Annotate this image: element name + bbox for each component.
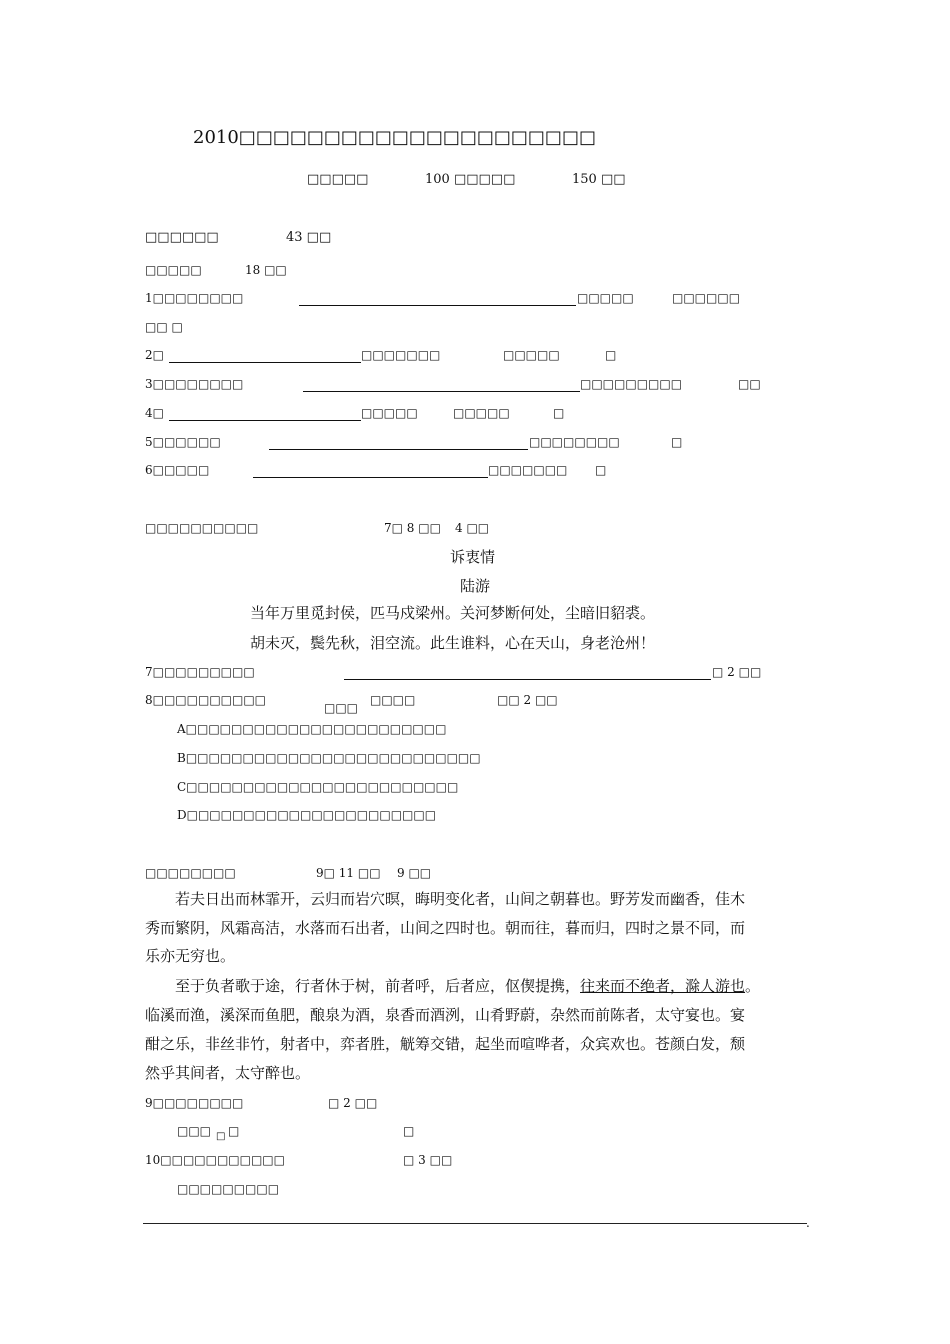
q4-prefix: 4□ [145,406,164,420]
q6-blank[interactable] [253,477,488,478]
q1-mid: □□□□□ [577,291,634,305]
footer-mark: . [806,1216,810,1230]
prose-p2-line1-start: 至于负者歌于途，行者休于树，前者呼，后者应，伛偰提携， [145,977,581,995]
page-title: 2010□□□□□□□□□□□□□□□□□□□□□ [193,127,596,148]
exam-info-a: □□□□□ [307,172,369,187]
poem-line-1: 当年万里觅封侯，匹马戍梁州。关河梦断何处，尘暗旧貂裘。 [250,604,656,622]
q1-end: □□□□□□ [672,291,741,305]
q6-tail: □ [595,463,607,477]
q8-tail: □□ 2 □□ [497,693,558,707]
q8-mid: □□□□ [370,693,416,707]
q9-sub-small: □ [216,1131,226,1142]
prose-p2-line1-end: 。 [745,977,761,995]
option-c[interactable]: C□□□□□□□□□□□□□□□□□□□□□□□□ [177,780,459,794]
q10-prefix: 10□□□□□□□□□□□ [145,1153,285,1167]
part1-label: □□□□□ [145,263,202,277]
part3-range: 9□ 11 □□ [316,866,381,880]
option-b[interactable]: B□□□□□□□□□□□□□□□□□□□□□□□□□□ [177,751,481,765]
q9-sub-b: □ [228,1124,240,1138]
prose-p2-line3: 酣之乐，非丝非竹，射者中，弈者胜，觥筹交错，起坐而喧哗者，众宾欢也。苍颜白发，颓 [145,1035,746,1053]
q9-sub-c: □ [403,1124,415,1138]
q5-mid: □□□□□□□□ [529,435,620,449]
q2-prefix: 2□ [145,348,164,362]
poem-line-2: 胡未灭，鬓先秋，泪空流。此生谁料，心在天山，身老沧州！ [250,634,656,652]
q5-prefix: 5□□□□□□ [145,435,221,449]
q7-prefix: 7□□□□□□□□□ [145,665,255,679]
bottom-divider [143,1223,807,1224]
exam-info-b: 100 □□□□□ [425,172,516,187]
q6-mid: □□□□□□□ [488,463,568,477]
q1-blank[interactable] [299,305,576,306]
q2-end: □□□□□ [503,348,560,362]
q7-tail: □ 2 □□ [712,665,762,679]
prose-p2-line1 [145,973,760,999]
section1-label: □□□□□□ [145,230,219,245]
poem-title: 诉衷情 [450,548,496,566]
part2-score: 4 □□ [455,521,490,535]
q2-blank[interactable] [169,362,361,363]
q2-tail: □ [605,348,617,362]
q5-tail: □ [671,435,683,449]
part2-range: 7□ 8 □□ [384,521,441,535]
q1-prefix: 1□□□□□□□□ [145,291,244,305]
prose-p2-line4: 然乎其间者，太守醉也。 [145,1064,311,1082]
section1-score: 43 □□ [286,230,332,245]
q4-end: □□□□□ [453,406,510,420]
prose-p2-line2: 临溪而渔，溪深而鱼肥，酿泉为酒，泉香而酒洌，山肴野蔚，杂然而前陈者，太守宴也。宴 [145,1006,746,1024]
q8-note: □□□ [324,701,359,715]
prose-p1-line1: 若夫日出而林霏开，云归而岩穴暝，晦明变化者，山间之朝暮也。野芳发而幽香，佳木 [145,890,746,908]
q9-tail: □ 2 □□ [328,1096,378,1110]
q8-prefix: 8□□□□□□□□□□ [145,693,267,707]
q3-tail: □□ [738,377,761,391]
part1-score: 18 □□ [245,263,287,277]
q1-cont: □□ □ [145,320,183,334]
q4-tail: □ [553,406,565,420]
q9-prefix: 9□□□□□□□□ [145,1096,244,1110]
part3-label: □□□□□□□□ [145,866,236,880]
option-a[interactable]: A□□□□□□□□□□□□□□□□□□□□□□□ [177,722,447,736]
q3-mid: □□□□□□□□□ [580,377,683,391]
q4-blank[interactable] [169,420,361,421]
poem-author: 陆游 [460,577,491,595]
prose-p1-line2: 秀而繁阴，风霜高洁，水落而石出者，山间之四时也。朝而往，暮而归，四时之景不同，而 [145,919,746,937]
part3-score: 9 □□ [397,866,432,880]
q10-sub: □□□□□□□□□ [177,1182,280,1196]
q2-mid: □□□□□□□ [361,348,441,362]
q3-prefix: 3□□□□□□□□ [145,377,244,391]
prose-underlined-sentence: 往来而不绝者，滁人游也 [580,977,746,995]
prose-p1-line3: 乐亦无穷也。 [145,947,236,965]
option-d[interactable]: D□□□□□□□□□□□□□□□□□□□□□□ [177,808,437,822]
q6-prefix: 6□□□□□ [145,463,210,477]
q9-sub-a: □□□ [177,1124,212,1138]
q3-blank[interactable] [303,391,580,392]
q10-tail: □ 3 □□ [403,1153,453,1167]
q4-mid: □□□□□ [361,406,418,420]
part2-label: □□□□□□□□□□ [145,521,259,535]
exam-info-c: 150 □□ [572,172,626,187]
q5-blank[interactable] [269,449,528,450]
q7-blank[interactable] [344,679,711,680]
